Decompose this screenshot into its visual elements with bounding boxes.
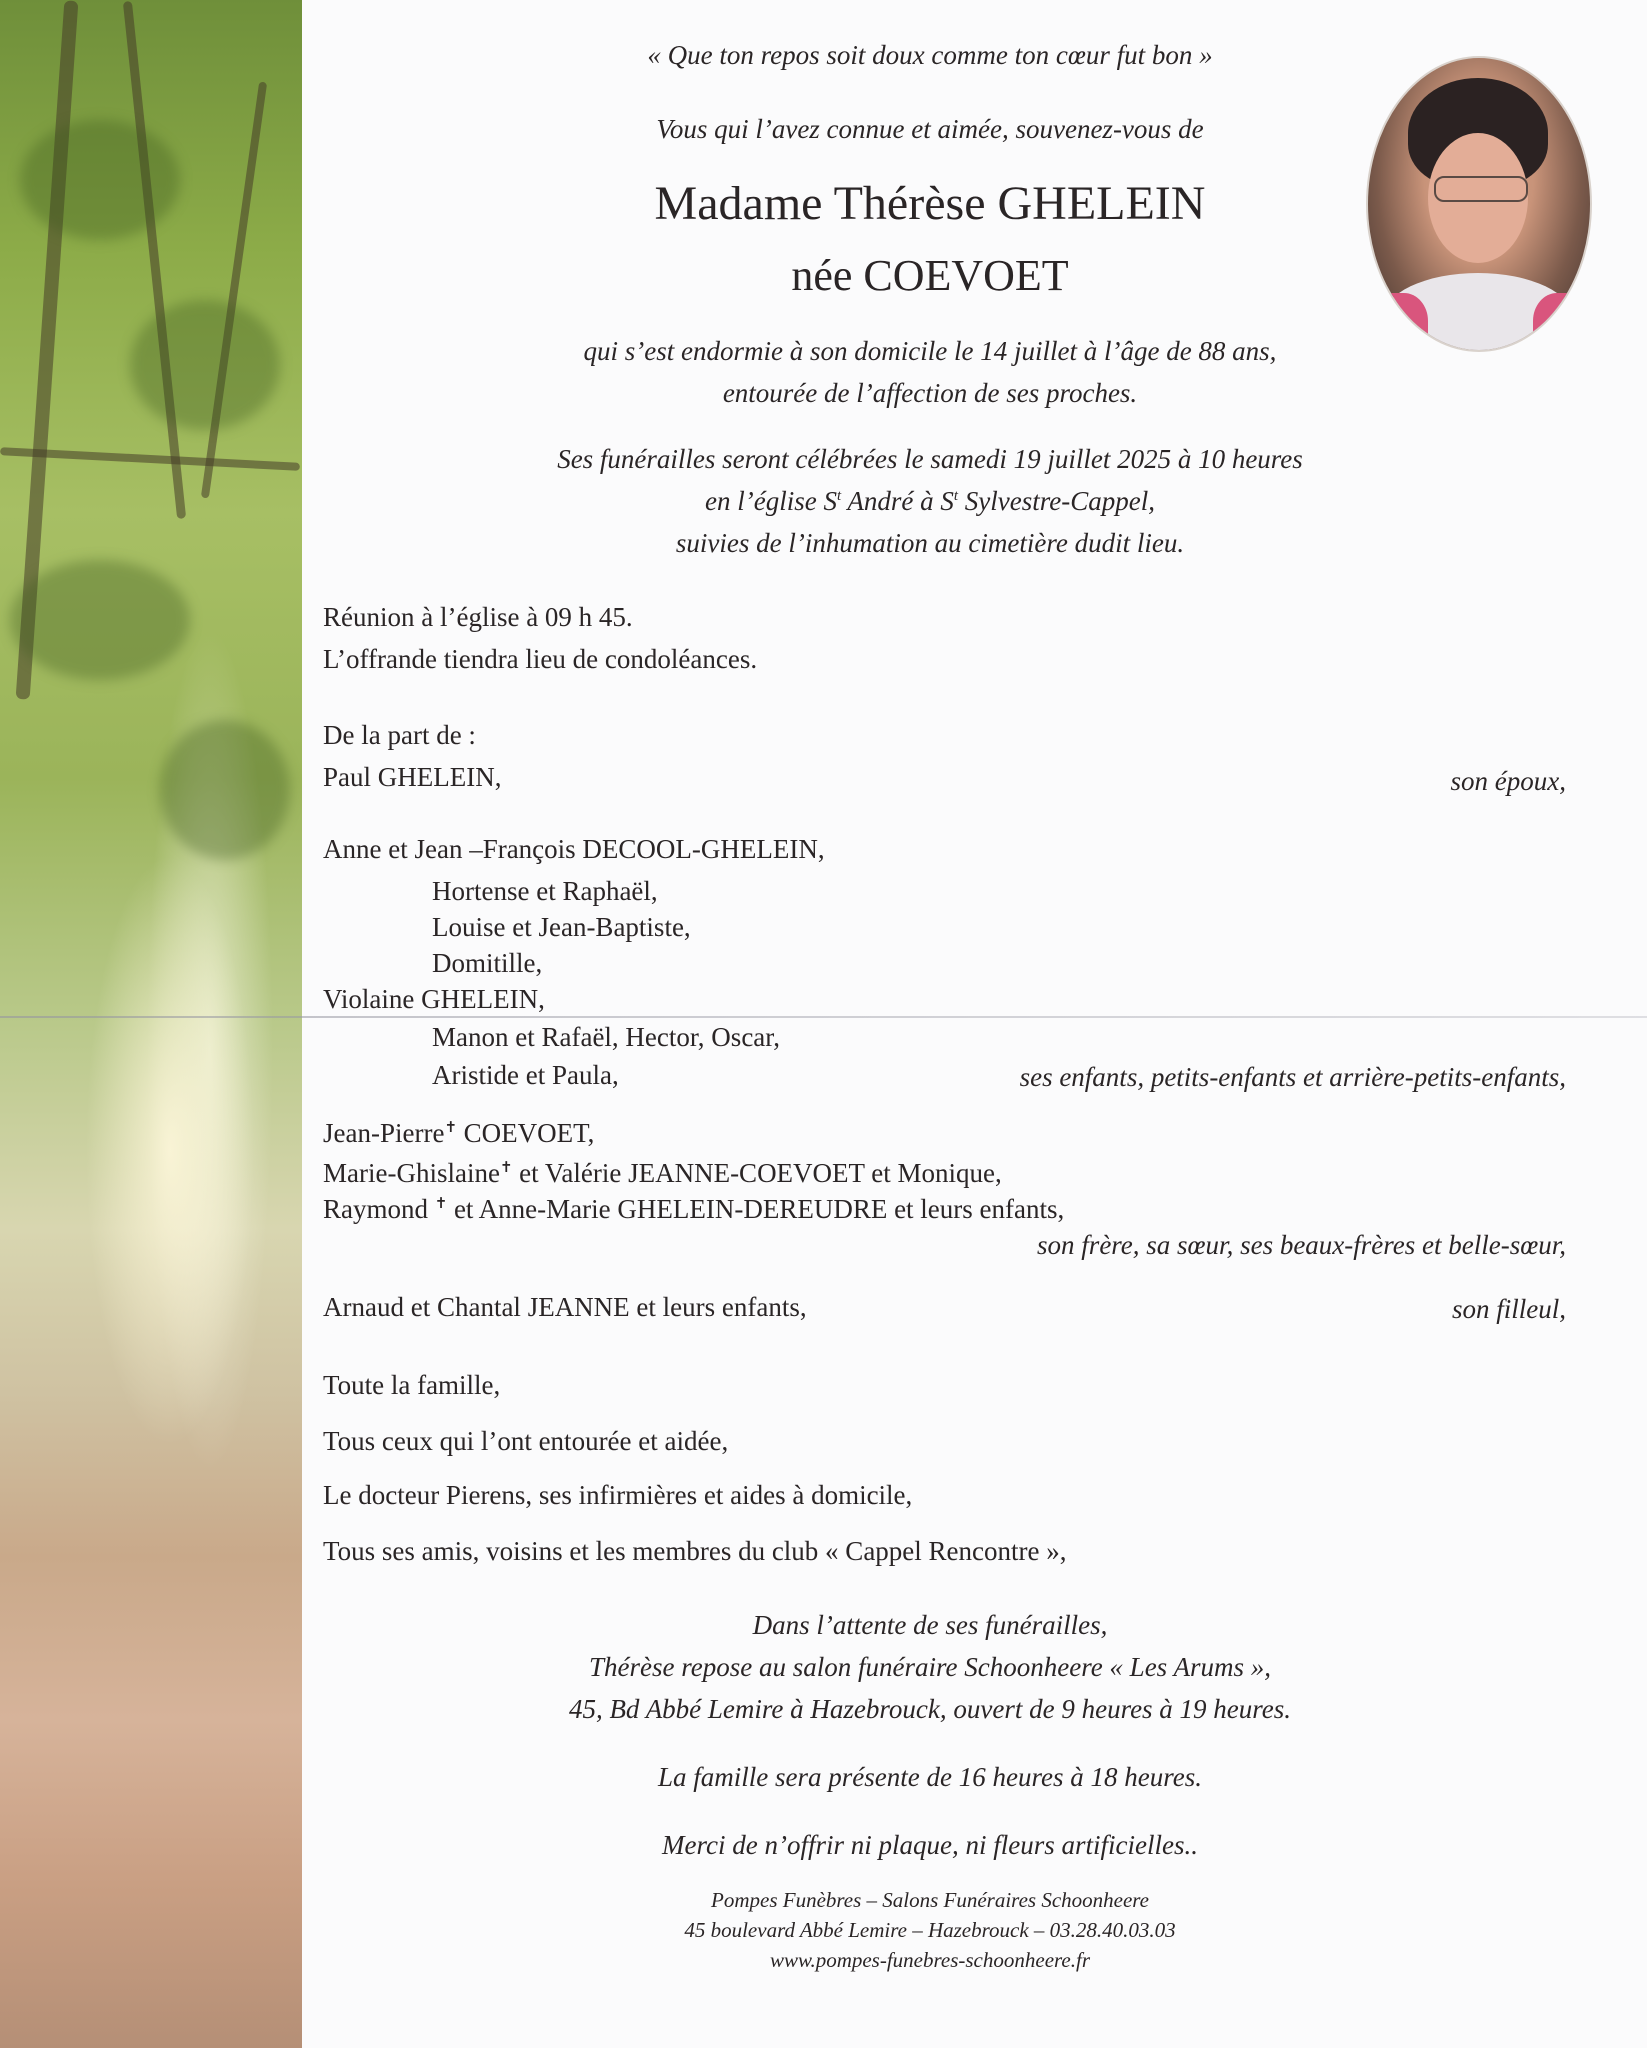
grandchild-line: Louise et Jean-Baptiste, bbox=[432, 912, 691, 942]
sibling-line: Marie-Ghislaine✝ et Valérie JEANNE-COEVOET et Monique, bbox=[323, 1158, 1002, 1188]
maiden-name: née COEVOET bbox=[791, 251, 1069, 300]
child-line: Violaine GHELEIN, bbox=[323, 984, 545, 1014]
offering-note: L’offrande tiendra lieu de condoléances. bbox=[323, 644, 758, 674]
other-mourners: Tous ses amis, voisins et les membres du club « Cappel Rencontre », bbox=[323, 1536, 1067, 1566]
siblings-role: son frère, sa sœur, ses beaux-frères et belle-sœur, bbox=[1037, 1230, 1566, 1260]
family-presence: La famille sera présente de 16 heures à 18 heures. bbox=[658, 1762, 1202, 1792]
sibling-line: Raymond ✝ et Anne-Marie GHELEIN-DEREUDRE et leurs enfants, bbox=[323, 1194, 1065, 1224]
meeting-time: Réunion à l’église à 09 h 45. bbox=[323, 602, 633, 632]
child-line: Anne et Jean –François DECOOL-GHELEIN, bbox=[323, 834, 825, 864]
cross-icon: ✝ bbox=[444, 1120, 457, 1136]
other-mourners: Tous ceux qui l’ont entourée et aidée, bbox=[323, 1426, 729, 1456]
death-line-1: qui s’est endormie à son domicile le 14 juillet à l’âge de 88 ans, bbox=[583, 336, 1277, 366]
godson-role: son filleul, bbox=[1452, 1294, 1566, 1324]
funeral-home-name: Pompes Funèbres – Salons Funéraires Schoonheere bbox=[711, 1888, 1149, 1912]
paper-fold-line bbox=[0, 1016, 1647, 1018]
husband-role: son époux, bbox=[1450, 766, 1566, 796]
death-line-2: entourée de l’affection de ses proches. bbox=[722, 378, 1138, 408]
other-mourners: Le docteur Pierens, ses infirmières et aides à domicile, bbox=[323, 1480, 913, 1510]
grandchild-line: Aristide et Paula, bbox=[432, 1060, 619, 1090]
opening-quote: « Que ton repos soit doux comme ton cœur fut bon » bbox=[647, 40, 1213, 70]
deceased-name: Madame Thérèse GHELEIN bbox=[654, 177, 1206, 230]
rest-line-2: Thérèse repose au salon funéraire Schoonheere « Les Arums », bbox=[589, 1652, 1271, 1682]
from-label: De la part de : bbox=[323, 720, 476, 750]
other-mourners: Toute la famille, bbox=[323, 1370, 501, 1400]
forest-path-image bbox=[0, 0, 302, 2048]
funeral-home-address: 45 boulevard Abbé Lemire – Hazebrouck – 03.28.40.03.03 bbox=[684, 1918, 1176, 1942]
cross-icon: ✝ bbox=[499, 1160, 513, 1176]
grandchild-line: Hortense et Raphaël, bbox=[432, 876, 658, 906]
rest-line-1: Dans l’attente de ses funérailles, bbox=[752, 1610, 1108, 1640]
flowers-note: Merci de n’offrir ni plaque, ni fleurs artificielles.. bbox=[662, 1830, 1198, 1860]
husband-name: Paul GHELEIN, bbox=[323, 762, 502, 792]
intro-line: Vous qui l’avez connue et aimée, souvenez-vous de bbox=[656, 114, 1204, 144]
funeral-line-1: Ses funérailles seront célébrées le samedi 19 juillet 2025 à 10 heures bbox=[557, 444, 1303, 474]
rest-line-3: 45, Bd Abbé Lemire à Hazebrouck, ouvert de 9 heures à 19 heures. bbox=[568, 1694, 1292, 1724]
funeral-line-2: en l’église $S^t$ André à $S^t$ Sylvestre-Cappel, bbox=[705, 486, 1155, 516]
cross-icon: ✝ bbox=[434, 1196, 448, 1212]
godson-name: Arnaud et Chantal JEANNE et leurs enfants, bbox=[323, 1292, 807, 1322]
grandchild-line: Manon et Rafaël, Hector, Oscar, bbox=[432, 1022, 780, 1052]
funeral-home-website: www.pompes-funebres-schoonheere.fr bbox=[769, 1948, 1090, 1972]
sibling-line: Jean-Pierre✝ COEVOET, bbox=[323, 1118, 595, 1148]
funeral-line-3: suivies de l’inhumation au cimetière dudit lieu. bbox=[675, 528, 1185, 558]
grandchild-line: Domitille, bbox=[432, 948, 543, 978]
children-role: ses enfants, petits-enfants et arrière-petits-enfants, bbox=[1019, 1062, 1566, 1092]
